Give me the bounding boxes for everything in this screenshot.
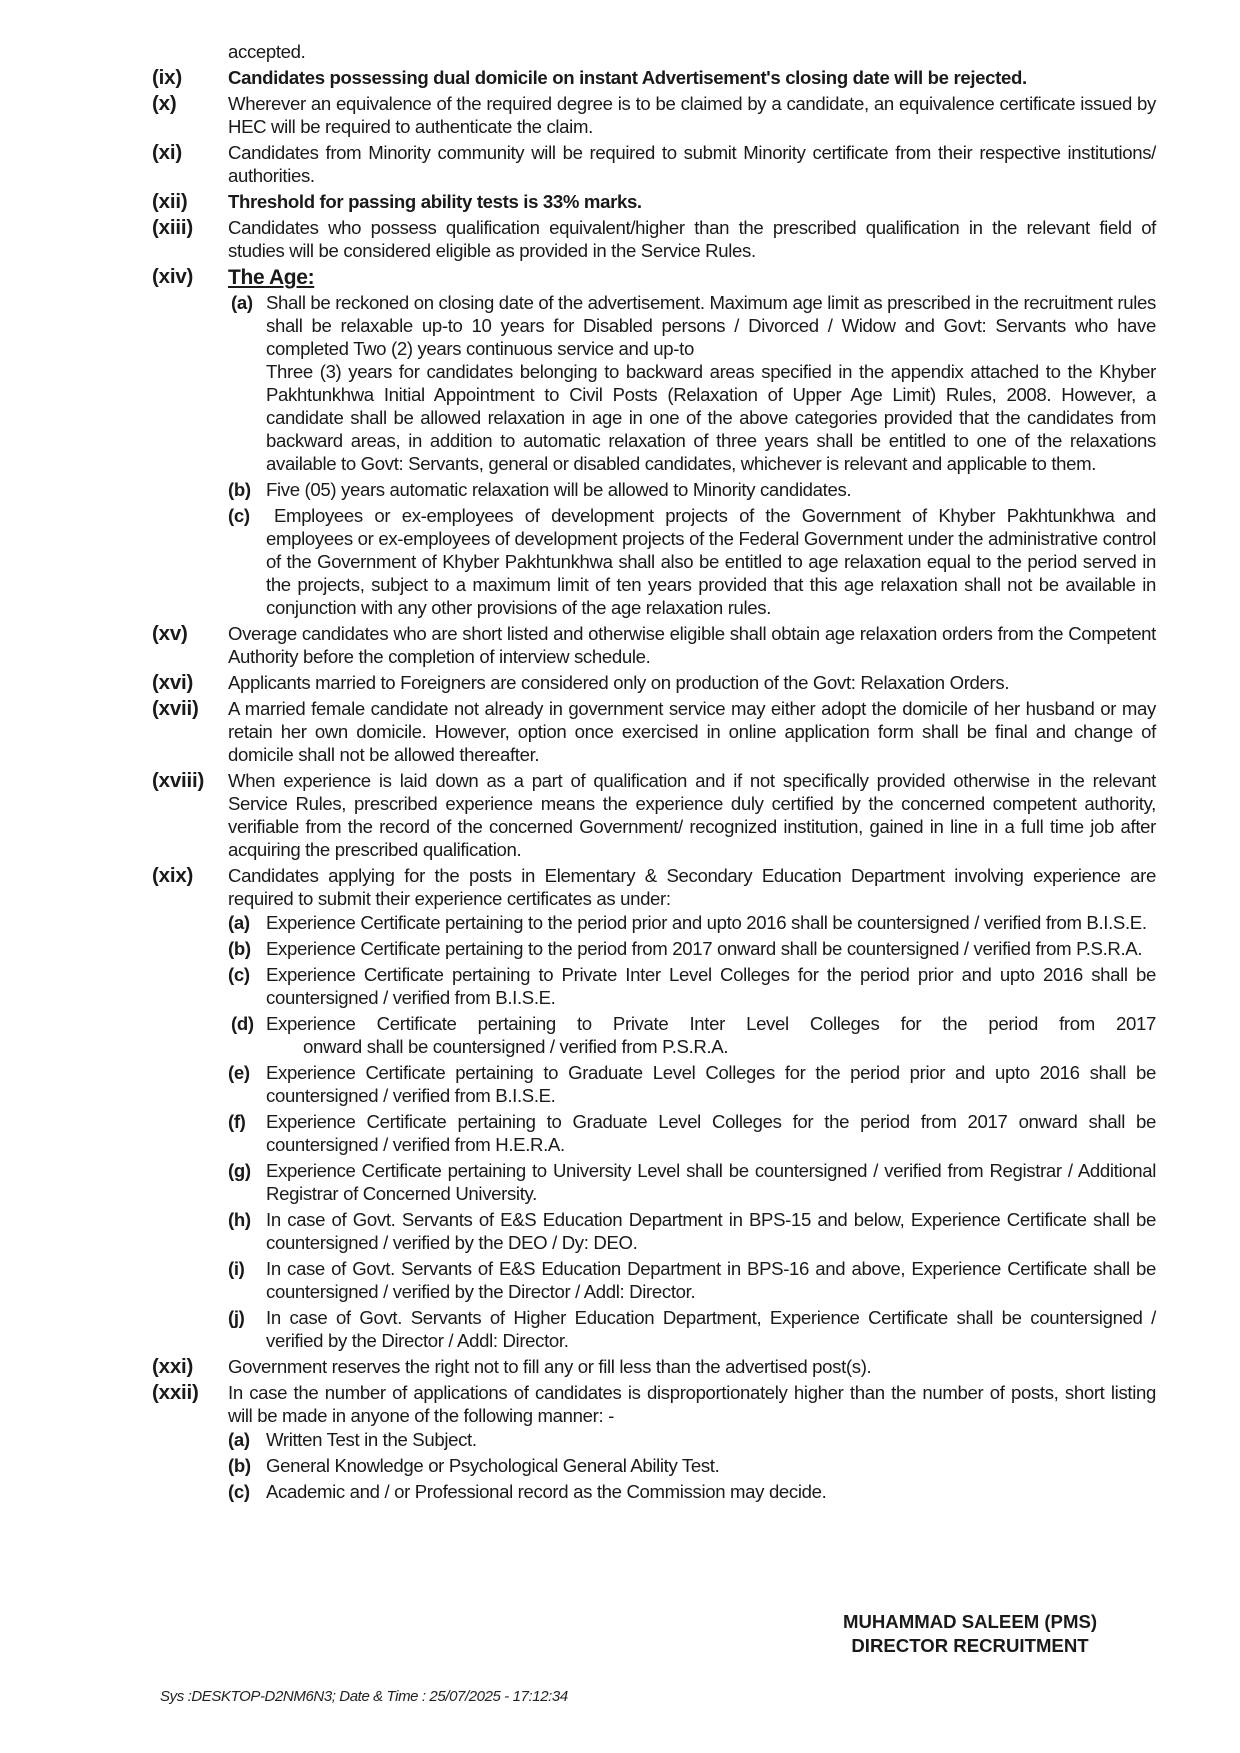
continuation-text: accepted. [228, 41, 306, 62]
sub-text: Academic and / or Professional record as the Commission may decide. [266, 1481, 827, 1502]
sub-label: (g) [228, 1160, 251, 1181]
item-text: A married female candidate not already in government service may either adopt the domicile of her husband or may retain her own domicile. However, option once exercised in online application form shall be final and change of domicile shall not be allowed thereafter. [228, 698, 1156, 765]
item-text: In case the number of applications of candidates is disproportionately higher than the number of posts, short listing will be made in anyone of the following manner: - [228, 1382, 1156, 1426]
sub-label: (j) [228, 1307, 245, 1328]
list-item-age [152, 265, 1156, 619]
item-text: Threshold for passing ability tests is 33% marks. [228, 191, 642, 212]
sub-label: (f) [228, 1111, 246, 1132]
sub-text: onward shall be countersigned / verified from P.S.R.A. [303, 1036, 729, 1057]
sub-text: In case of Govt. Servants of E&S Education Department in BPS-16 and above, Experience Certificate shall be countersigned / verified by the Director / Addl: Director. [266, 1258, 1156, 1302]
sub-label: (a) [228, 912, 250, 933]
list-item [152, 66, 1156, 89]
item-number: (xxii) [152, 1381, 199, 1404]
sub-item [228, 1257, 1156, 1303]
item-number: (xvi) [152, 671, 194, 694]
list-item [152, 92, 1156, 138]
sub-item [228, 504, 1156, 619]
item-number: (xvii) [152, 697, 199, 720]
sub-item [228, 963, 1156, 1009]
sub-label: (d) [231, 1013, 254, 1034]
sub-list [228, 291, 1156, 619]
sub-label: (c) [228, 505, 250, 526]
item-text: When experience is laid down as a part of qualification and if not specifically provided otherwise in the relevant Service Rules, prescribed experience means the experience duly certified by the concerned competent authority, verifiable from the record of the concerned Government/ recognized institution, gained in line in a full time job after acquiring the prescribed qualification. [228, 770, 1156, 860]
list-item [152, 1355, 1156, 1378]
list-item [152, 190, 1156, 213]
list-item [152, 697, 1156, 766]
list-item-experience [152, 864, 1156, 1352]
item-text: Wherever an equivalence of the required degree is to be claimed by a candidate, an equivalence certificate issued by HEC will be required to authenticate the claim. [228, 93, 1156, 137]
sub-item [228, 1110, 1156, 1156]
item-number: (xviii) [152, 769, 205, 792]
sub-text: Experience Certificate pertaining to Private Inter Level Colleges for the period prior and upto 2016 shall be countersigned / verified from B.I.S.E. [266, 964, 1156, 1008]
sub-text: Experience Certificate pertaining to Private Inter Level Colleges for the period from 2017 [266, 1013, 1156, 1034]
list-item [152, 671, 1156, 694]
list-item [152, 141, 1156, 187]
sub-text: Employees or ex-employees of development projects of the Government of Khyber Pakhtunkhwa and employees or ex-employees of development projects of the Federal Government under the administrative control of the Government of Khyber Pakhtunkhwa shall also be entitled to age relaxation equal to the period served in the projects, subject to a maximum limit of ten years provided that this age relaxation shall not be available in conjunction with any other provisions of the age relaxation rules. [266, 505, 1156, 618]
document-body [152, 40, 1156, 1506]
item-text: Candidates from Minority community will be required to submit Minority certificate from their respective institutions/ authorities. [228, 142, 1156, 186]
signatory-name: MUHAMMAD SALEEM (PMS) [842, 1611, 1098, 1632]
item-number: (ix) [152, 66, 182, 89]
sub-text: Experience Certificate pertaining to University Level shall be countersigned / verified from Registrar / Additional Registrar of Concerned University. [266, 1160, 1156, 1204]
list-item [152, 769, 1156, 861]
list-item [152, 622, 1156, 668]
sub-text: Experience Certificate pertaining to the period from 2017 onward shall be countersigned / verified from P.S.R.A. [266, 938, 1143, 959]
sub-item [228, 1454, 1156, 1477]
sub-item [228, 1428, 1156, 1451]
sub-label: (h) [228, 1209, 251, 1230]
sub-label: (a) [231, 292, 253, 313]
item-text: Overage candidates who are short listed and otherwise eligible shall obtain age relaxation orders from the Competent Authority before the completion of interview schedule. [228, 623, 1156, 667]
sub-label: (b) [228, 938, 251, 959]
list-item [152, 216, 1156, 262]
sub-text: In case of Govt. Servants of E&S Education Department in BPS-15 and below, Experience Certificate shall be countersigned / verified by the DEO / Dy: DEO. [266, 1209, 1156, 1253]
section-heading: The Age: [228, 266, 315, 289]
sub-text: Written Test in the Subject. [266, 1429, 477, 1450]
sub-label: (i) [228, 1258, 245, 1279]
sub-item [228, 291, 1156, 475]
item-number: (xxi) [152, 1355, 194, 1378]
sub-item [228, 911, 1156, 934]
sub-item [228, 1208, 1156, 1254]
sub-text: Three (3) years for candidates belonging to backward areas specified in the appendix attached to the Khyber Pakhtunkhwa Initial Appointment to Civil Posts (Relaxation of Upper Age Limit) Rules, 2008. However, a candidate shall be allowed relaxation in age in one of the above categories provided that the candidates from backward areas, in addition to automatic relaxation of three years shall be entitled to one of the relaxations available to Govt: Servants, general or disabled candidates, whichever is relevant and applicable to them. [266, 361, 1156, 474]
item-text: Candidates applying for the posts in Elementary & Secondary Education Department involving experience are required to submit their experience certificates as under: [228, 865, 1156, 909]
sub-label: (b) [228, 1455, 251, 1476]
sub-text: Experience Certificate pertaining to Graduate Level Colleges for the period from 2017 onward shall be countersigned / verified from H.E.R.A. [266, 1111, 1156, 1155]
signatory-title: DIRECTOR RECRUITMENT [851, 1635, 1089, 1656]
item-number: (xv) [152, 622, 188, 645]
item-number: (xix) [152, 864, 194, 887]
system-stamp: Sys :DESKTOP-D2NM6N3; Date & Time : 25/07/2025 - 17:12:34 [160, 1688, 568, 1705]
sub-text: General Knowledge or Psychological General Ability Test. [266, 1455, 720, 1476]
sub-label: (b) [228, 479, 251, 500]
item-text: Government reserves the right not to fill any or fill less than the advertised post(s). [228, 1356, 872, 1377]
sub-item [228, 1306, 1156, 1352]
sub-label: (a) [228, 1429, 250, 1450]
sub-item [228, 478, 1156, 501]
list-item-shortlisting [152, 1381, 1156, 1503]
item-text: Applicants married to Foreigners are considered only on production of the Govt: Relaxation Orders. [228, 672, 1010, 693]
sub-item [228, 1061, 1156, 1107]
sub-item [228, 1159, 1156, 1205]
item-number: (xii) [152, 190, 188, 213]
signature-block [790, 1610, 1150, 1658]
item-text: Candidates possessing dual domicile on instant Advertisement's closing date will be rejected. [228, 67, 1027, 88]
item-text: Candidates who possess qualification equivalent/higher than the prescribed qualification in the relevant field of studies will be considered eligible as provided in the Service Rules. [228, 217, 1156, 261]
item-number: (x) [152, 92, 177, 115]
sub-label: (c) [228, 1481, 250, 1502]
sub-item [228, 1480, 1156, 1503]
sub-text: Experience Certificate pertaining to Graduate Level Colleges for the period prior and upto 2016 shall be countersigned / verified from B.I.S.E. [266, 1062, 1156, 1106]
sub-text: Shall be reckoned on closing date of the advertisement. Maximum age limit as prescribed in the recruitment rules shall be relaxable up-to 10 years for Disabled persons / Divorced / Widow and Govt: Servants who have completed Two (2) years continuous service and up-to [266, 292, 1156, 359]
sub-item [228, 937, 1156, 960]
item-number: (xi) [152, 141, 182, 164]
sub-list [228, 911, 1156, 1352]
sub-text: In case of Govt. Servants of Higher Education Department, Experience Certificate shall be countersigned / verified by the Director / Addl: Director. [266, 1307, 1156, 1351]
item-number: (xiv) [152, 265, 194, 288]
sub-text: Five (05) years automatic relaxation will be allowed to Minority candidates. [266, 479, 852, 500]
sub-label: (c) [228, 964, 250, 985]
sub-label: (e) [228, 1062, 250, 1083]
sub-text: Experience Certificate pertaining to the period prior and upto 2016 shall be countersigned / verified from B.I.S.E. [266, 912, 1147, 933]
sub-item [228, 1012, 1156, 1058]
item-number: (xiii) [152, 216, 193, 239]
sub-list [228, 1428, 1156, 1503]
